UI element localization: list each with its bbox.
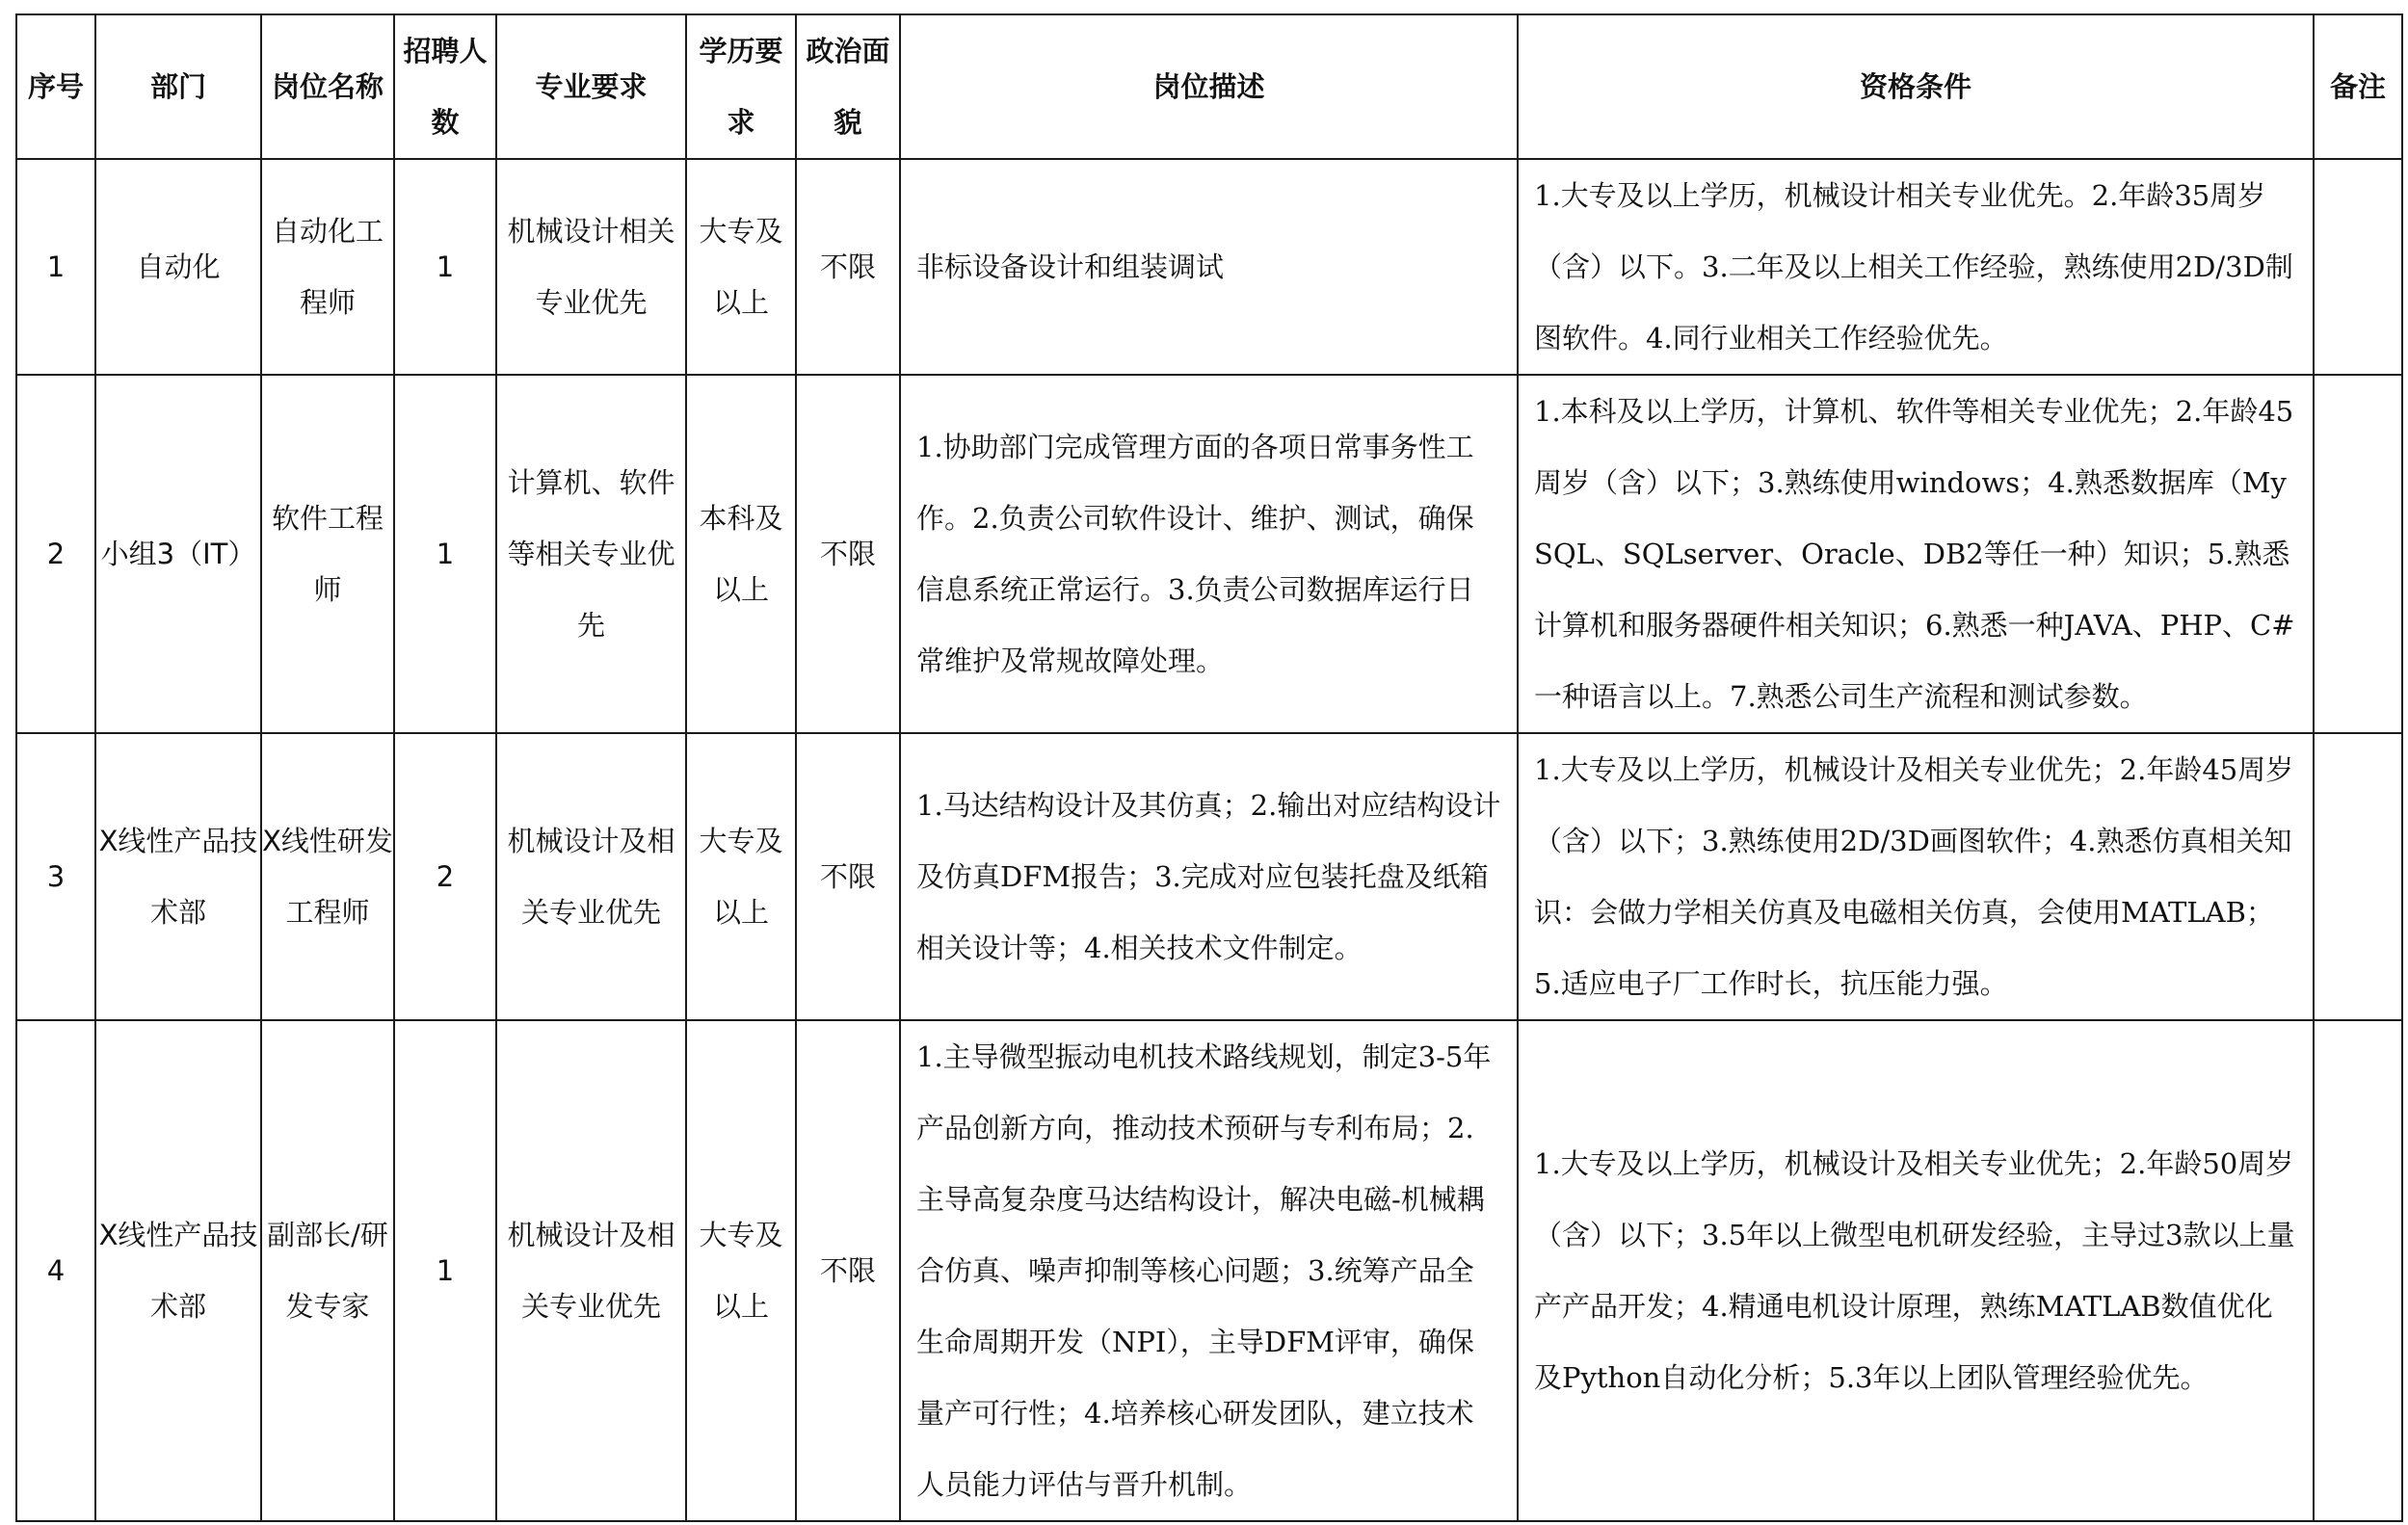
cell-seq: 2 [16, 375, 95, 733]
cell-position: 软件工程师 [261, 375, 394, 733]
header-major: 专业要求 [496, 14, 686, 159]
cell-political: 不限 [796, 375, 900, 733]
cell-headcount: 2 [394, 733, 496, 1020]
table-row [16, 733, 2402, 1020]
cell-seq: 3 [16, 733, 95, 1020]
cell-qualifications: 1.大专及以上学历，机械设计相关专业优先。2.年龄35周岁（含）以下。3.二年及以上相关工作经验，熟练使用2D/3D制图软件。4.同行业相关工作经验优先。 [1518, 159, 2314, 375]
header-department: 部门 [95, 14, 261, 159]
cell-qualifications: 1.大专及以上学历，机械设计及相关专业优先；2.年龄45周岁（含）以下；3.熟练使用2D/3D画图软件；4.熟悉仿真相关知识：会做力学相关仿真及电磁相关仿真，会使用MATLAB；5.适应电子厂工作时长，抗压能力强。 [1518, 733, 2314, 1020]
cell-major: 计算机、软件等相关专业优先 [496, 375, 686, 733]
cell-remarks [2314, 159, 2402, 375]
header-political: 政治面貌 [796, 14, 900, 159]
cell-remarks [2314, 733, 2402, 1020]
cell-remarks [2314, 375, 2402, 733]
cell-major: 机械设计及相关专业优先 [496, 1020, 686, 1521]
cell-seq: 4 [16, 1020, 95, 1521]
table-row [16, 159, 2402, 375]
cell-political: 不限 [796, 1020, 900, 1521]
cell-position: 自动化工程师 [261, 159, 394, 375]
header-qualifications: 资格条件 [1518, 14, 2314, 159]
cell-seq: 1 [16, 159, 95, 375]
cell-department: 小组3（IT） [95, 375, 261, 733]
cell-headcount: 1 [394, 375, 496, 733]
cell-qualifications: 1.大专及以上学历，机械设计及相关专业优先；2.年龄50周岁（含）以下；3.5年以上微型电机研发经验，主导过3款以上量产产品开发；4.精通电机设计原理，熟练MATLAB数值优化及Python自动化分析；5.3年以上团队管理经验优先。 [1518, 1020, 2314, 1521]
cell-education: 大专及以上 [686, 159, 796, 375]
cell-education: 本科及以上 [686, 375, 796, 733]
cell-education: 大专及以上 [686, 733, 796, 1020]
header-remarks: 备注 [2314, 14, 2402, 159]
table-header-row [16, 14, 2402, 159]
cell-headcount: 1 [394, 1020, 496, 1521]
table-row [16, 375, 2402, 733]
cell-description: 1.主导微型振动电机技术路线规划，制定3-5年产品创新方向，推动技术预研与专利布局；2.主导高复杂度马达结构设计，解决电磁-机械耦合仿真、噪声抑制等核心问题；3.统筹产品全生命周期开发（NPI），主导DFM评审，确保量产可行性；4.培养核心研发团队，建立技术人员能力评估与晋升机制。 [900, 1020, 1518, 1521]
cell-major: 机械设计及相关专业优先 [496, 733, 686, 1020]
table-row [16, 1020, 2402, 1521]
recruitment-table [15, 13, 2403, 1522]
cell-department: X线性产品技术部 [95, 1020, 261, 1521]
cell-position: 副部长/研发专家 [261, 1020, 394, 1521]
cell-description: 1.协助部门完成管理方面的各项日常事务性工作。2.负责公司软件设计、维护、测试，确保信息系统正常运行。3.负责公司数据库运行日常维护及常规故障处理。 [900, 375, 1518, 733]
header-education: 学历要求 [686, 14, 796, 159]
header-position: 岗位名称 [261, 14, 394, 159]
header-headcount: 招聘人数 [394, 14, 496, 159]
cell-education: 大专及以上 [686, 1020, 796, 1521]
cell-position: X线性研发工程师 [261, 733, 394, 1020]
cell-department: 自动化 [95, 159, 261, 375]
cell-remarks [2314, 1020, 2402, 1521]
cell-qualifications: 1.本科及以上学历，计算机、软件等相关专业优先；2.年龄45周岁（含）以下；3.熟练使用windows；4.熟悉数据库（MySQL、SQLserver、Oracle、DB2等任一种）知识；5.熟悉计算机和服务器硬件相关知识；6.熟悉一种JAVA、PHP、C#一种语言以上。7.熟悉公司生产流程和测试参数。 [1518, 375, 2314, 733]
header-description: 岗位描述 [900, 14, 1518, 159]
cell-major: 机械设计相关专业优先 [496, 159, 686, 375]
cell-headcount: 1 [394, 159, 496, 375]
cell-political: 不限 [796, 733, 900, 1020]
header-seq: 序号 [16, 14, 95, 159]
cell-description: 非标设备设计和组装调试 [900, 159, 1518, 375]
cell-department: X线性产品技术部 [95, 733, 261, 1020]
cell-description: 1.马达结构设计及其仿真；2.输出对应结构设计及仿真DFM报告；3.完成对应包装托盘及纸箱相关设计等；4.相关技术文件制定。 [900, 733, 1518, 1020]
cell-political: 不限 [796, 159, 900, 375]
